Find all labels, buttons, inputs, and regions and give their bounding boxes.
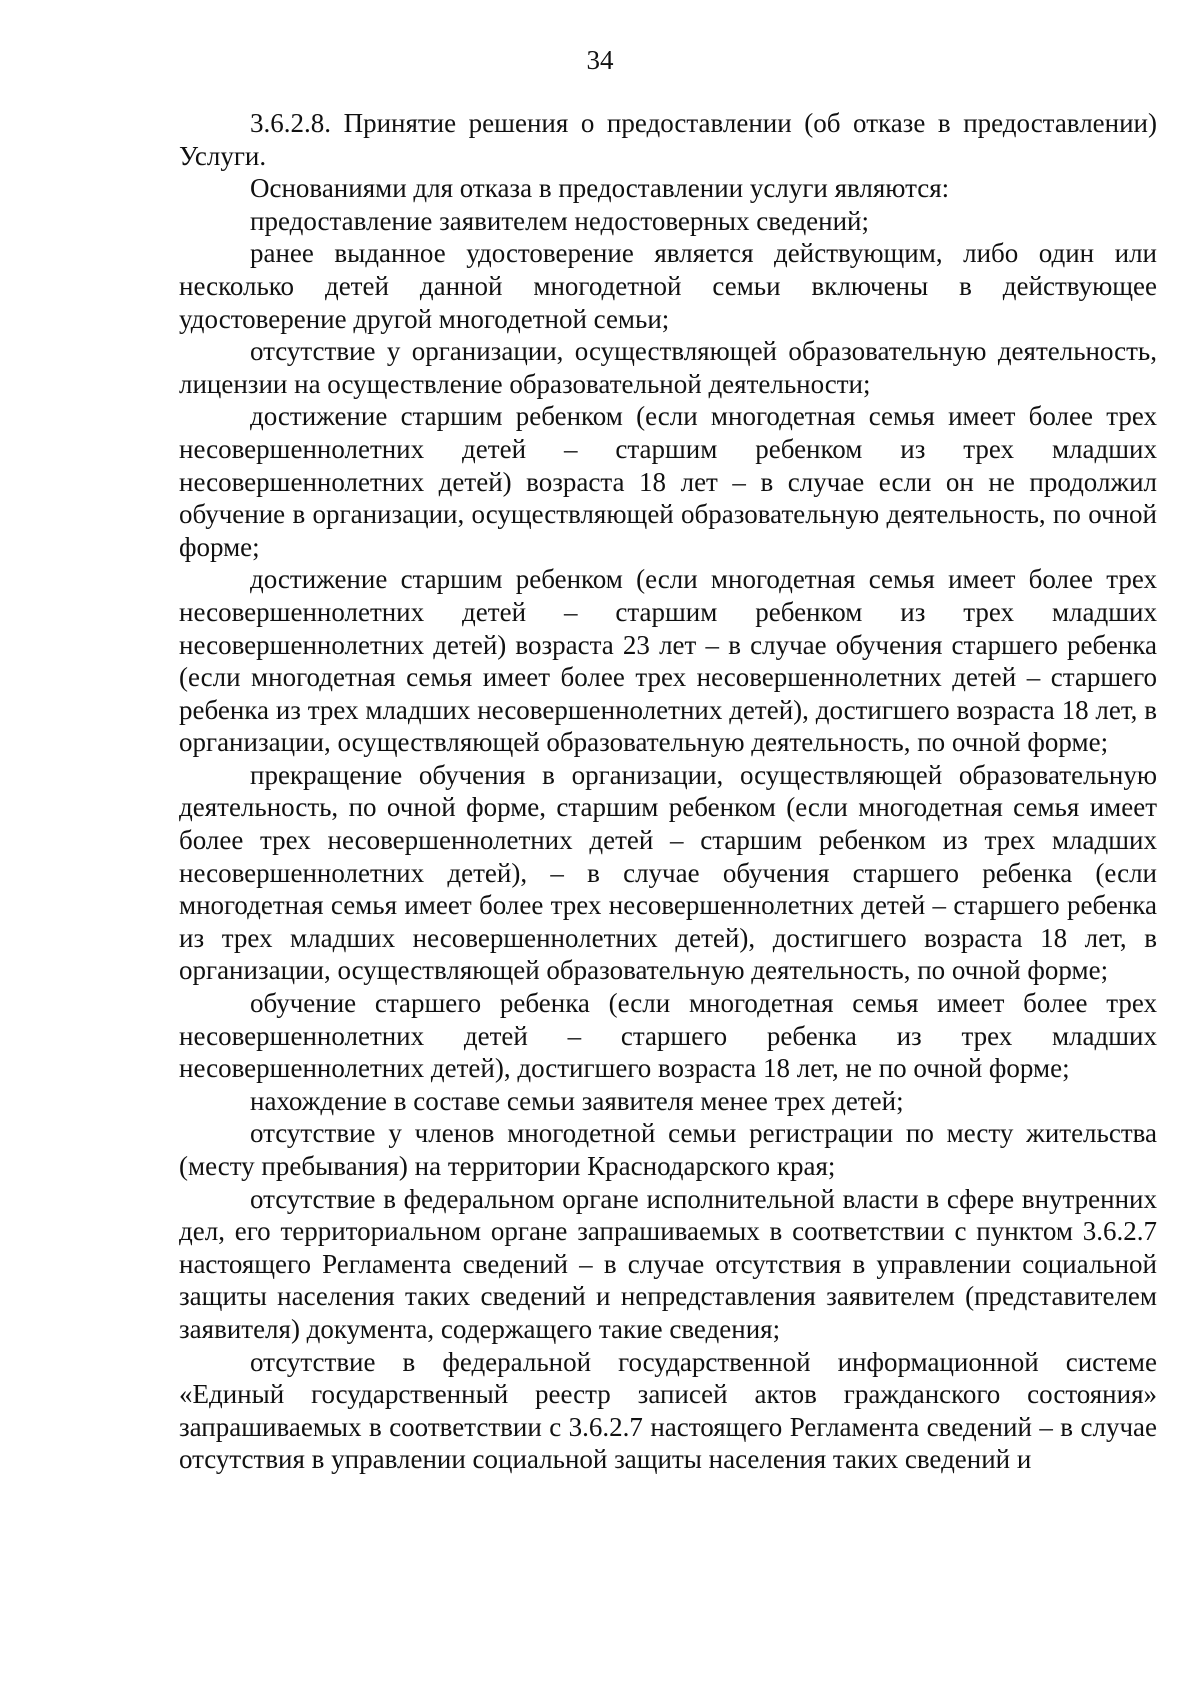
paragraph-ground-age-23: достижение старшим ребенком (если многодетная семья имеет более трех несовершеннолетних детей – старшим ребенком из трех младших несовершеннолетних детей) возраста 23 лет – в случае обучения старшего ребенка (если многодетная семья имеет более трех несовершеннолетних детей – старшего ребенка из трех младших несовершеннолетних детей), достигшего возраста 18 лет, в организации, осуществляющей образовательную деятельность, по очной форме;: [179, 564, 1157, 758]
paragraph-refusal-grounds-intro: Основаниями для отказа в предоставлении услуги являются:: [250, 173, 950, 204]
paragraph-section-heading: 3.6.2.8. Принятие решения о предоставлении (об отказе в предоставлении) Услуги.: [179, 108, 1157, 171]
paragraph-ground-no-interior-info: отсутствие в федеральном органе исполнительной власти в сфере внутренних дел, его территориальном органе запрашиваемых в соответствии с пунктом 3.6.2.7 настоящего Регламента сведений – в случае отсутствия в управлении социальной защиты населения таких сведений и непредставления заявителем (представителем заявителя) документа, содержащего такие сведения;: [179, 1183, 1157, 1344]
document-body: [179, 107, 1157, 1476]
paragraph-ground-age-18: достижение старшим ребенком (если многодетная семья имеет более трех несовершеннолетних детей – старшим ребенком из трех младших несовершеннолетних детей) возраста 18 лет – в случае если он не продолжил обучение в организации, осуществляющей образовательную деятельность, по очной форме;: [179, 401, 1157, 562]
paragraph-ground-no-registry-info: отсутствие в федеральной государственной информационной системе «Единый государственный реестр записей актов гражданского состояния» запрашиваемых в соответствии с 3.6.2.7 настоящего Регламента сведений – в случае отсутствия в управлении социальной защиты населения таких сведений и: [179, 1346, 1157, 1475]
paragraph-ground-fewer-children: нахождение в составе семьи заявителя менее трех детей;: [250, 1085, 904, 1116]
paragraph-ground-valid-certificate: ранее выданное удостоверение является действующим, либо один или несколько детей данной многодетной семьи включены в действующее удостоверение другой многодетной семьи;: [179, 238, 1157, 334]
paragraph-ground-false-info: предоставление заявителем недостоверных сведений;: [250, 205, 870, 236]
paragraph-ground-no-license: отсутствие у организации, осуществляющей образовательную деятельность, лицензии на осуществление образовательной деятельности;: [179, 336, 1157, 399]
paragraph-ground-not-full-time: обучение старшего ребенка (если многодетная семья имеет более трех несовершеннолетних детей – старшего ребенка из трех младших несовершеннолетних детей), достигшего возраста 18 лет, не по очной форме;: [179, 988, 1157, 1084]
paragraph-ground-study-terminated: прекращение обучения в организации, осуществляющей образовательную деятельность, по очной форме, старшим ребенком (если многодетная семья имеет более трех несовершеннолетних детей – старшим ребенком из трех младших несовершеннолетних детей), – в случае обучения старшего ребенка (если многодетная семья имеет более трех несовершеннолетних детей – старшего ребенка из трех младших несовершеннолетних детей), достигшего возраста 18 лет, в организации, осуществляющей образовательную деятельность, по очной форме;: [179, 759, 1157, 986]
paragraph-ground-no-registration: отсутствие у членов многодетной семьи регистрации по месту жительства (месту пребывания) на территории Краснодарского края;: [179, 1118, 1157, 1181]
page-number: 34: [586, 45, 614, 75]
